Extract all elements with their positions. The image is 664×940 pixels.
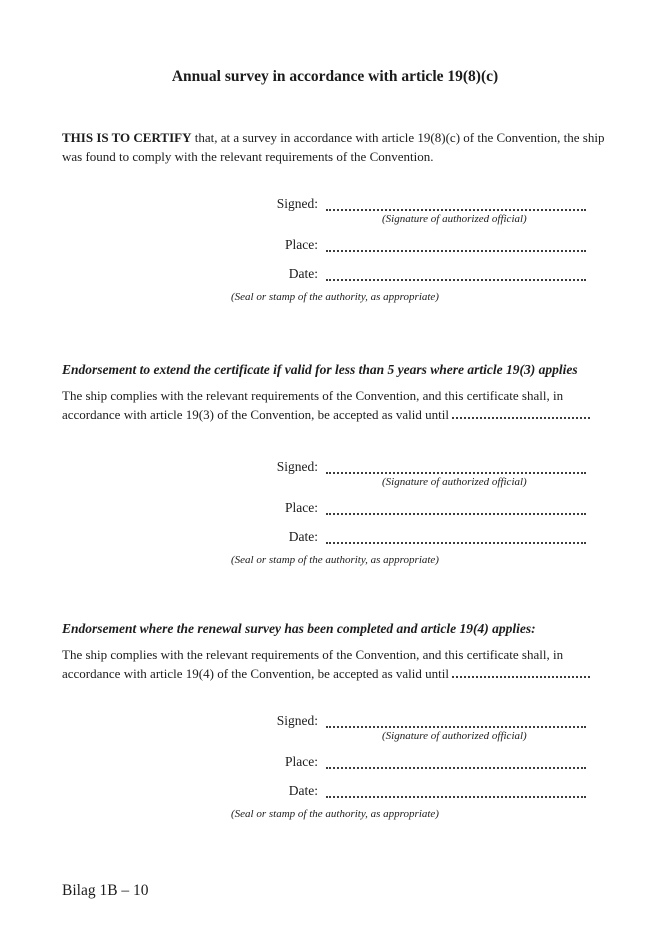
place-row [62, 500, 608, 515]
date-label: Date: [288, 266, 318, 281]
date-dotted-line [326, 268, 586, 281]
signature-block-1 [62, 196, 608, 304]
date-dotted-line [326, 531, 586, 544]
signature-note: (Signature of authorized official) [382, 213, 527, 225]
date-row [62, 266, 608, 281]
signed-row [62, 196, 608, 211]
certify-lead-text: THIS IS TO CERTIFY [62, 130, 192, 145]
place-dotted-line [326, 756, 586, 769]
place-label: Place: [285, 500, 318, 515]
date-row [62, 529, 608, 544]
section-heading-article-19-4: Endorsement where the renewal survey has been completed and article 19(4) applies: [62, 621, 536, 636]
certify-body-text: that, at a survey in accordance with article 19(8)(c) of the Convention, the ship was found to comply with the relevant requirements of the Convention. [62, 130, 605, 164]
signed-label: Signed: [276, 196, 318, 211]
place-row [62, 237, 608, 252]
valid-until-dotted-line [452, 667, 590, 678]
signed-dotted-line [326, 715, 586, 728]
signature-block-3 [62, 713, 608, 821]
place-dotted-line [326, 502, 586, 515]
place-dotted-line [326, 239, 586, 252]
page-footer: Bilag 1B – 10 [62, 882, 149, 899]
seal-note: (Seal or stamp of the authority, as appropriate) [231, 291, 439, 303]
signed-label: Signed: [276, 713, 318, 728]
signed-label: Signed: [276, 459, 318, 474]
page-title: Annual survey in accordance with article 19(8)(c) [171, 68, 499, 85]
certify-paragraph [62, 128, 608, 166]
section-body-text: The ship complies with the relevant requirements of the Convention, and this certificate shall, in accordance with article 19(4) of the Convention, be accepted as valid until [62, 647, 564, 681]
signed-dotted-line [326, 461, 586, 474]
signed-row [62, 459, 608, 474]
place-label: Place: [285, 237, 318, 252]
seal-note: (Seal or stamp of the authority, as appropriate) [231, 554, 439, 566]
signature-note: (Signature of authorized official) [382, 476, 527, 488]
signed-row [62, 713, 608, 728]
date-label: Date: [288, 529, 318, 544]
section-paragraph-article-19-4 [62, 645, 608, 683]
signature-note: (Signature of authorized official) [382, 730, 527, 742]
signature-block-2 [62, 459, 608, 567]
section-body-text: The ship complies with the relevant requirements of the Convention, and this certificate shall, in accordance with article 19(3) of the Convention, be accepted as valid until [62, 388, 564, 422]
seal-note: (Seal or stamp of the authority, as appropriate) [231, 808, 439, 820]
section-paragraph-article-19-3 [62, 386, 608, 424]
valid-until-dotted-line [452, 408, 590, 419]
date-row [62, 783, 608, 798]
place-label: Place: [285, 754, 318, 769]
signed-dotted-line [326, 198, 586, 211]
date-label: Date: [288, 783, 318, 798]
place-row [62, 754, 608, 769]
date-dotted-line [326, 785, 586, 798]
section-heading-article-19-3: Endorsement to extend the certificate if valid for less than 5 years where article 19(3) applies [62, 362, 578, 377]
